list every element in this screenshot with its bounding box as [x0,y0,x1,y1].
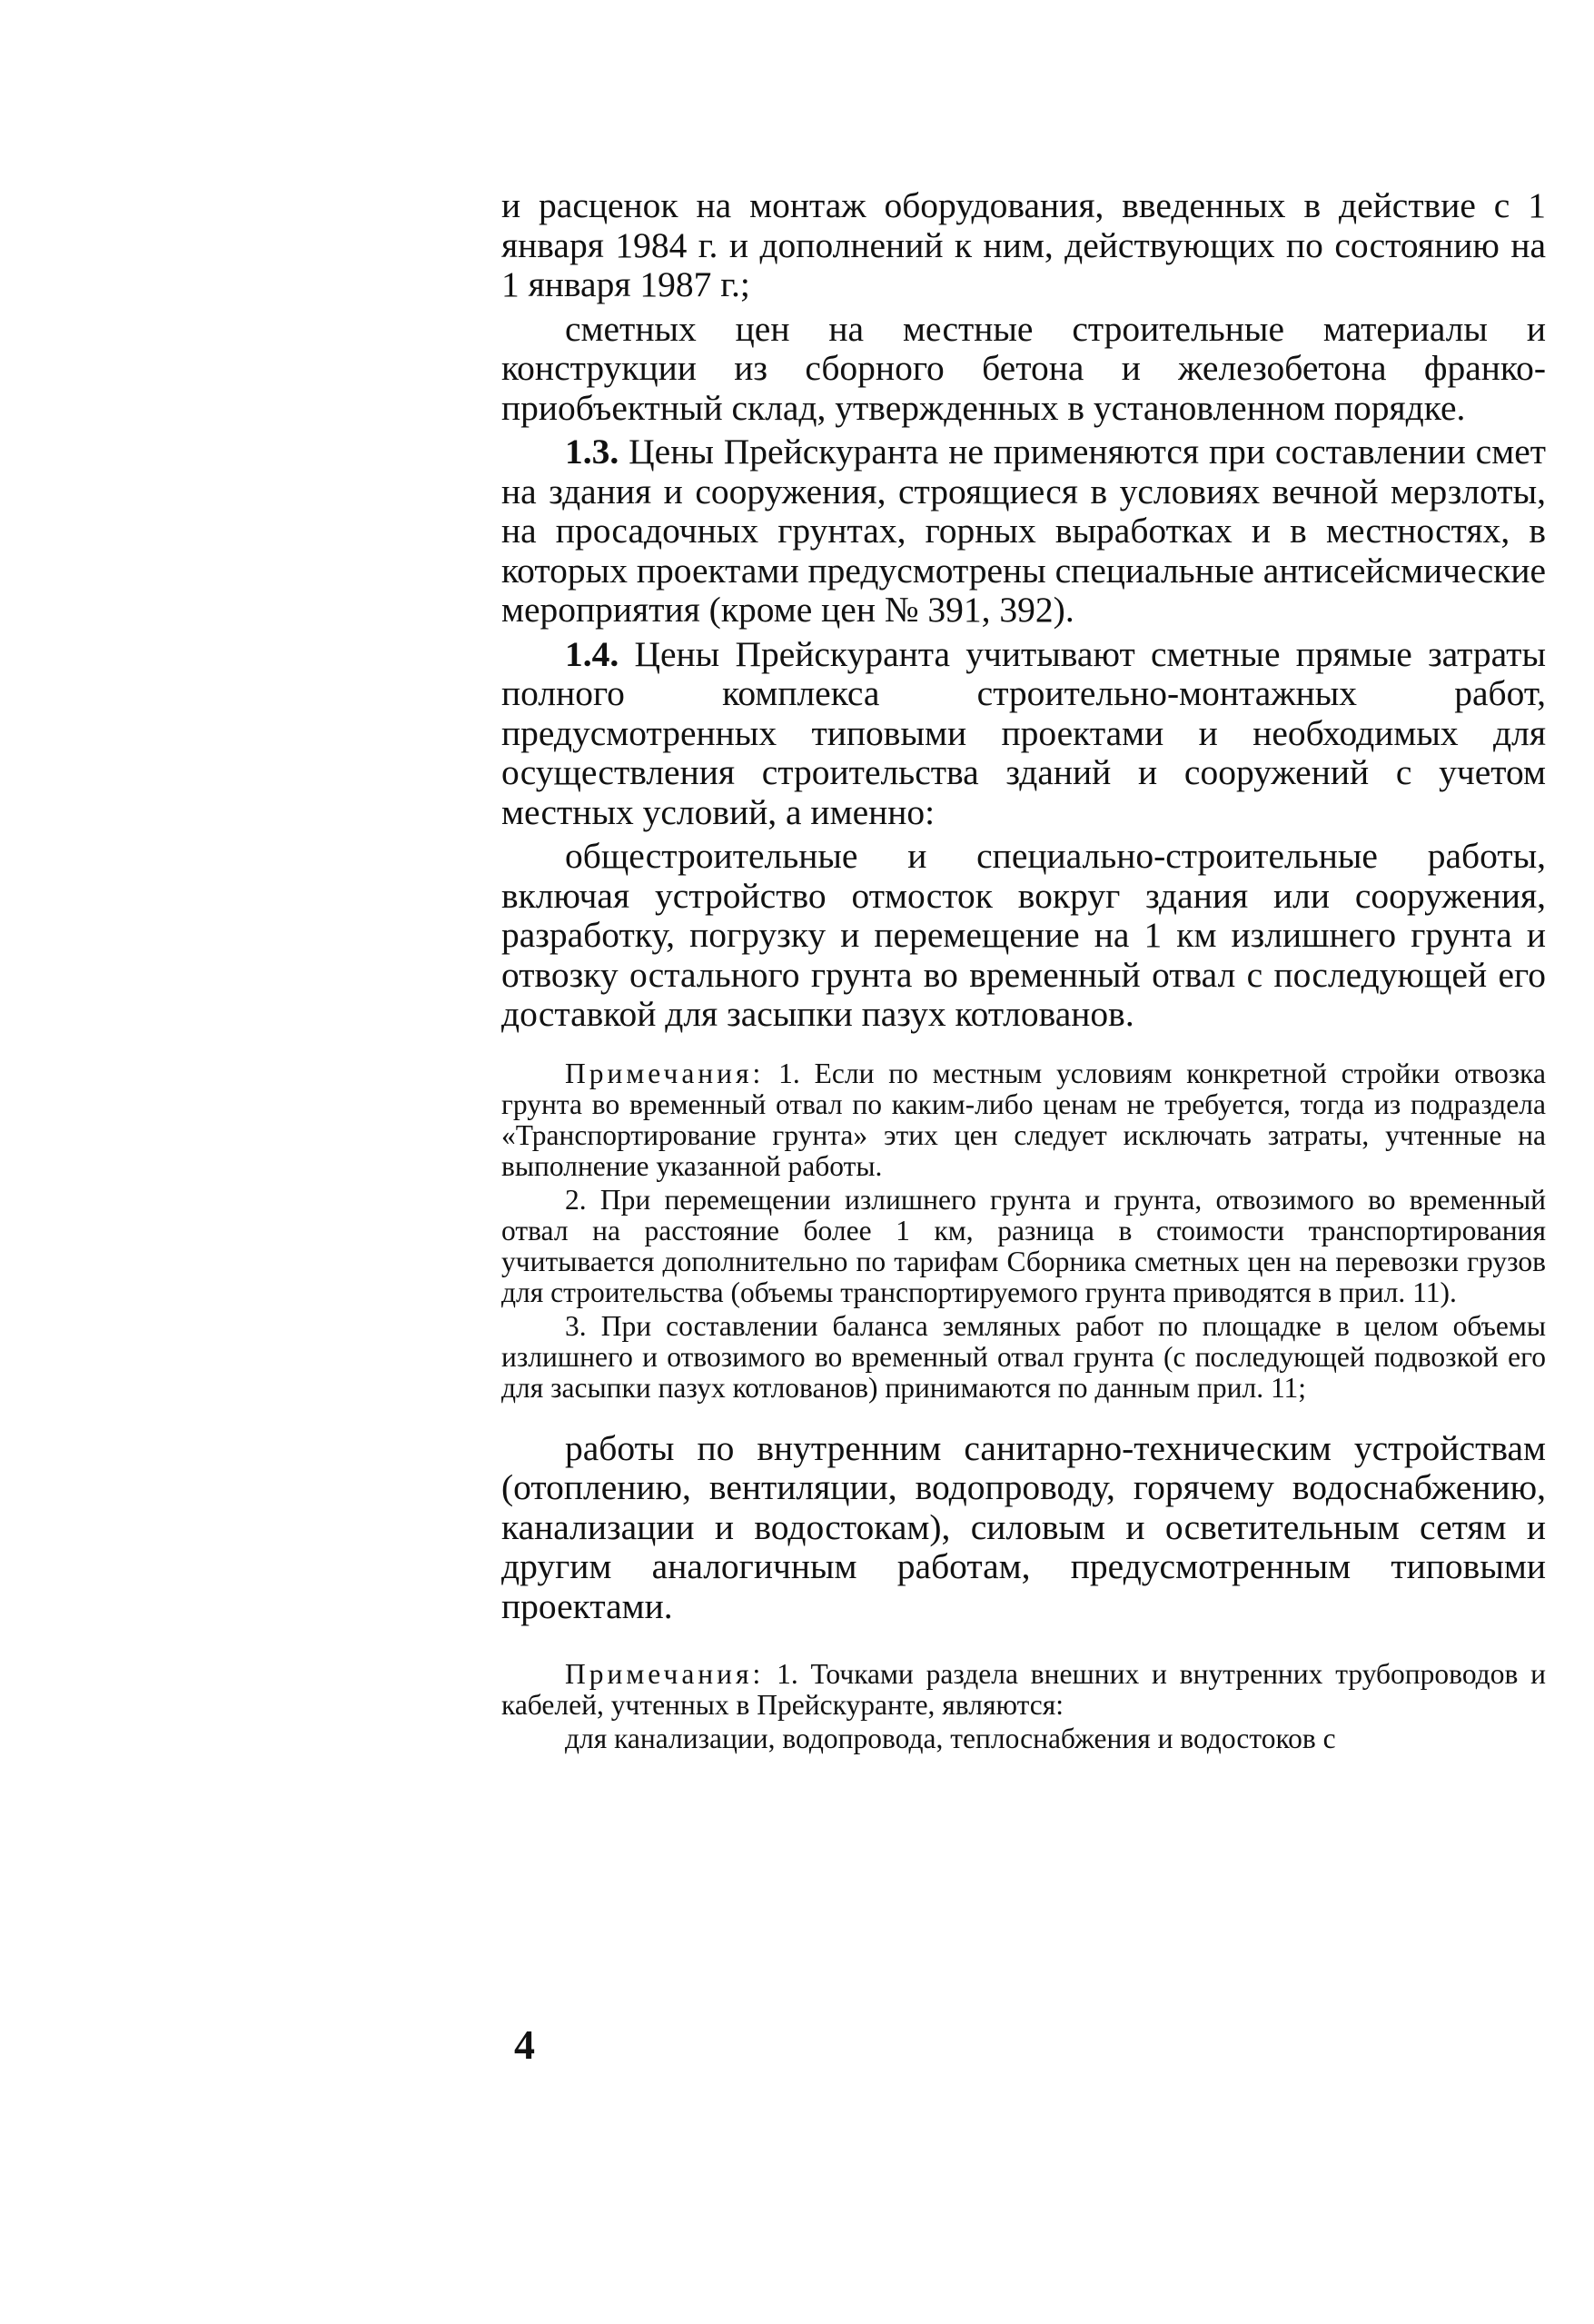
note-2-2: для канализации, водопровода, теплоснабжения и водостоков с [565,1723,1336,1754]
section-1-3-number: 1.3. [565,432,619,472]
page-number: 4 [514,2021,535,2068]
section-1-4-text: Цены Прейскуранта учитывают сметные прямые затраты полного комплекса строительно-монтажных работ, предусмотренных типовыми проектами и необходимых для осуществления строительства зданий и сооружений с учетом местных условий, а именно: [501,633,1546,832]
section-1-3 [501,432,1546,631]
notes-label: Примечания: [565,1658,765,1690]
note-1-1-text: 1. Если по местным условиям конкретной стройки отвозка грунта во временный отвал по каким-либо ценам не требуется, тогда из подраздела «Транспортирование грунта» этих цен следует исключать затраты, учтенные на выполнение указанной работы. [501,1057,1546,1182]
note-1-1 [501,1058,1546,1182]
section-1-4 [501,635,1546,833]
paragraph-general-works: общестроительные и специально-строительные работы, включая устройство отмосток вокруг здания или сооружения, разработку, погрузку и перемещение на 1 км излишнего грунта и отвозку остального грунта во временный отвал с последующей его доставкой для засыпки пазух котлованов. [501,836,1546,1034]
note-2-1 [501,1659,1546,1721]
paragraph-local-prices: сметных цен на местные строительные материалы и конструкции из сборного бетона и железобетона франко-приобъектный склад, утвержденных в установленном порядке. [501,308,1546,428]
section-1-4-number: 1.4. [565,633,619,674]
notes-block-1 [501,1058,1546,1404]
note-1-3: 3. При составлении баланса земляных работ по площадке в целом объемы излишнего и отвозимого во временный отвал грунта (с последующей подвозкой его для засыпки пазух котлованов) принимаются по данным прил. 11; [501,1309,1546,1404]
notes-block-2 [501,1659,1546,1754]
section-1-3-text: Цены Прейскуранта не применяются при составлении смет на здания и сооружения, строящиеся в условиях вечной мерзлоты, на просадочных грунтах, горных выработках и в местностях, в которых проектами предусмотрены специальные антисейсмические мероприятия (кроме цен № 391, 392). [501,432,1546,630]
notes-label: Примечания: [565,1057,765,1089]
paragraph-continuation: и расценок на монтаж оборудования, введенных в действие с 1 января 1984 г. и дополнений к ним, действующих по состоянию на 1 января 1987 г.; [501,185,1546,304]
note-2-1-text: 1. Точками раздела внешних и внутренних трубопроводов и кабелей, учтенных в Прейскуранте, являются: [501,1658,1546,1721]
text-column [501,186,1546,1754]
note-1-2: 2. При перемещении излишнего грунта и грунта, отвозимого во временный отвал на расстояние более 1 км, разница в стоимости транспортирования учитывается дополнительно по тарифам Сборника сметных цен на перевозки грузов для строительства (объемы транспортируемого грунта приводятся в прил. 11). [501,1183,1546,1308]
paragraph-plumbing-works: работы по внутренним санитарно-техническим устройствам (отоплению, вентиляции, водопроводу, горячему водоснабжению, канализации и водостокам), силовым и осветительным сетям и другим аналогичным работам, предусмотренным типовыми проектами. [501,1427,1546,1626]
